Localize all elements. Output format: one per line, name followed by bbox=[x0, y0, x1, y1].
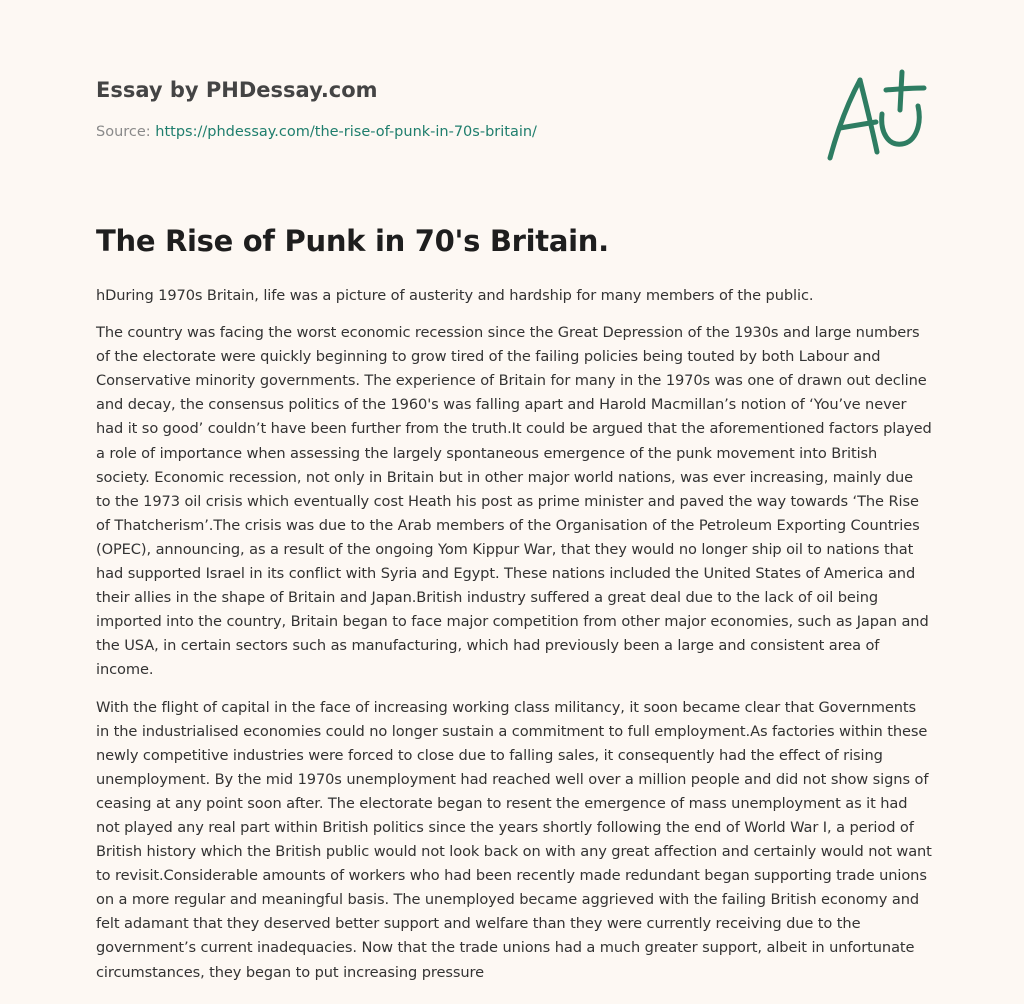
page-header bbox=[96, 76, 796, 140]
essay-paragraph: With the flight of capital in the face of increasing working class militancy, it soon became clear that Governments in the industrialised economies could no longer sustain a commitment to full employment.As factories within these newly competitive industries were forced to close due to falling sales, it consequently had the effect of rising unemployment. By the mid 1970s unemployment had reached well over a million people and did not show signs of ceasing at any point soon after. The electorate began to resent the emergence of mass unemployment as it had not played any real part within British politics since the years shortly following the end of World War I, a period of British history which the British public would not look back on with any great affection and certainly would not want to revisit.Considerable amounts of workers who had been recently made redundant began supporting trade unions on a more regular and meaningful basis. The unemployed became aggrieved with the failing British economy and felt adamant that they deserved better support and welfare than they were currently receiving due to the government’s current inadequacies. Now that the trade unions had a much greater support, albeit in unfortunate circumstances, they began to put increasing pressure bbox=[96, 698, 932, 981]
source-line bbox=[96, 124, 537, 140]
essay-title: The Rise of Punk in 70's Britain. bbox=[96, 224, 609, 258]
site-brand: Essay by PHDessay.com bbox=[96, 78, 378, 102]
source-link[interactable]: https://phdessay.com/the-rise-of-punk-in-70s-britain/ bbox=[155, 124, 537, 140]
essay-paragraph: The country was facing the worst economic recession since the Great Depression of the 1930s and large numbers of the electorate were quickly beginning to grow tired of the failing policies being touted by both Labour and Conservative minority governments. The experience of Britain for many in the 1970s was one of drawn out decline and decay, the consensus politics of the 1960's was falling apart and Harold Macmillan’s notion of ‘You’ve never had it so good’ couldn’t have been further from the truth.It could be argued that the aforementioned factors played a role of importance when assessing the largely spontaneous emergence of the punk movement into British society. Economic recession, not only in Britain but in other major world nations, was ever increasing, mainly due to the 1973 oil crisis which eventually cost Heath his post as prime minister and paved the way towards ‘The Rise of Thatcherism’.The crisis was due to the Arab members of the Organisation of the Petroleum Exporting Countries (OPEC), announcing, as a result of the ongoing Yom Kippur War, that they would no longer ship oil to nations that had supported Israel in its conflict with Syria and Egypt. These nations included the United States of America and their allies in the shape of Britain and Japan.British industry suffered a great deal due to the lack of oil being imported into the country, Britain began to face major competition from other major economies, such as Japan and the USA, in certain sectors such as manufacturing, which had previously been a large and consistent area of income. bbox=[96, 324, 932, 679]
a-plus-grade-logo-icon bbox=[822, 66, 932, 166]
essay-body bbox=[96, 284, 932, 998]
essay-paragraph: hDuring 1970s Britain, life was a picture of austerity and hardship for many members of the public. bbox=[96, 287, 814, 304]
source-label: Source: bbox=[96, 124, 156, 140]
